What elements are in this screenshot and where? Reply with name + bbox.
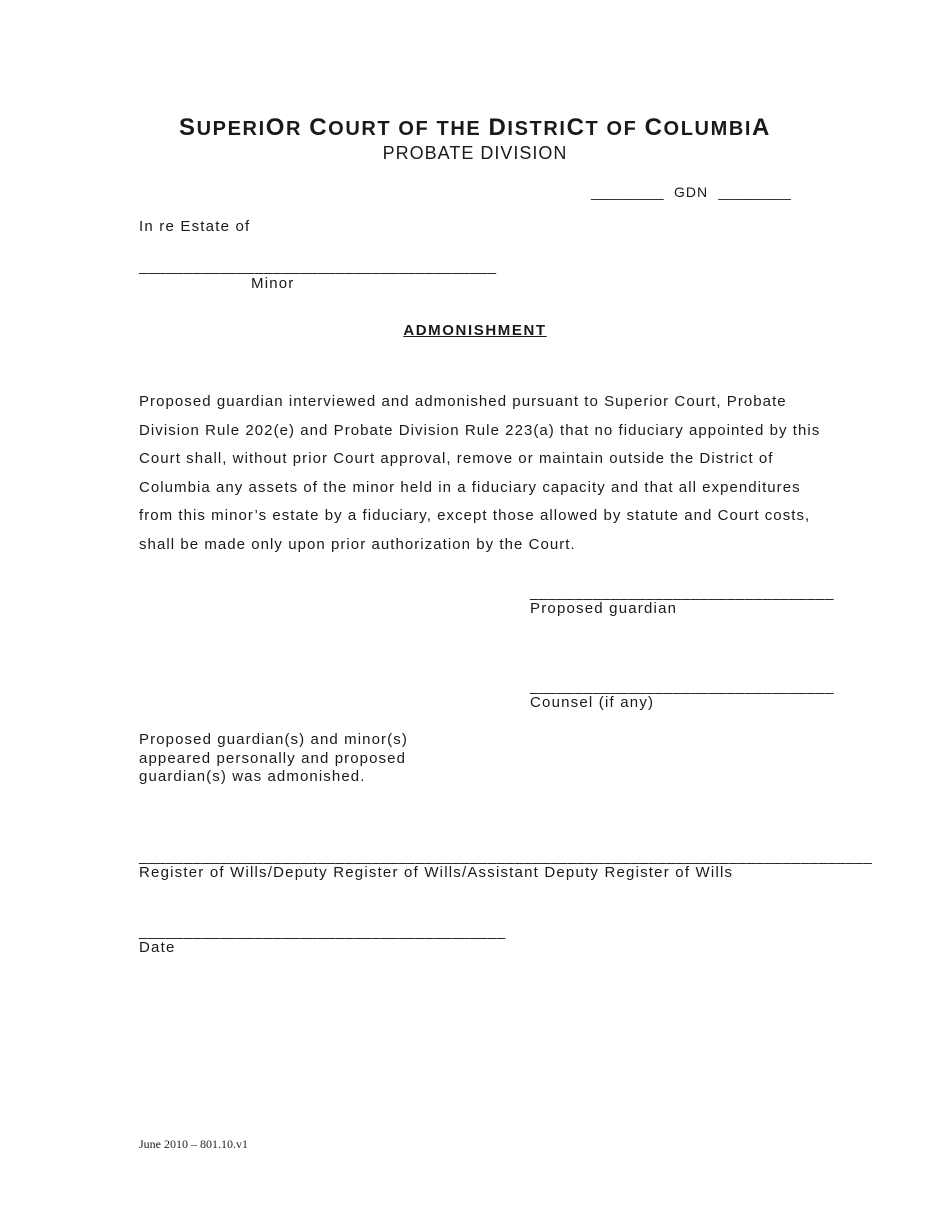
court-name-part: S <box>179 114 197 141</box>
court-name-part: OLUMBI <box>663 118 753 140</box>
estate-name-blank[interactable]: ________________________________________ <box>139 258 497 275</box>
register-signature-line[interactable]: __________________________________________________________________________________ <box>139 848 873 865</box>
estate-label: In re Estate of <box>139 218 251 235</box>
court-name-part: UPERI <box>196 118 266 140</box>
court-name <box>0 114 950 142</box>
guardian-label: Proposed guardian <box>530 600 678 617</box>
court-name-part: C <box>566 114 586 141</box>
counsel-label: Counsel (if any) <box>530 694 655 711</box>
register-label: Register of Wills/Deputy Register of Wills/Assistant Deputy Register of Wills <box>139 864 734 881</box>
date-line[interactable]: _________________________________________ <box>139 923 506 940</box>
court-name-part: C <box>309 114 329 141</box>
court-name-part: C <box>644 114 664 141</box>
case-number <box>591 184 791 200</box>
court-name-part: STRI <box>514 118 567 140</box>
minor-label: Minor <box>251 275 295 292</box>
court-name-part: R <box>286 118 310 140</box>
division-name: PROBATE DIVISION <box>382 143 568 163</box>
case-number-blank-right[interactable]: _________ <box>718 184 792 200</box>
court-name-part: T OF <box>585 118 645 140</box>
counsel-signature-line[interactable]: __________________________________ <box>530 678 835 695</box>
court-name-part: I <box>507 118 515 140</box>
document-title: ADMONISHMENT <box>403 322 547 339</box>
case-number-blank-left[interactable]: _________ <box>591 184 664 200</box>
court-name-part: OURT OF THE <box>328 118 489 140</box>
gdn-label: GDN <box>673 184 709 200</box>
date-label: Date <box>139 939 176 956</box>
admonishment-text: Proposed guardian interviewed and admonished pursuant to Superior Court, Probate Division Rule 202(e) and Probate Division Rule 223(a) that no fiduciary appointed by this Court shall, without prior Court approval, remove or maintain outside the District of Columbia any assets of the minor held in a fiduciary capacity and that all expenditures from this minor’s estate by a fiduciary, except those allowed by statute and Court costs, shall be made only upon prior authorization by the Court. <box>139 393 821 553</box>
court-name-part: D <box>488 114 508 141</box>
court-name-part: A <box>752 114 771 141</box>
court-name-part: O <box>265 114 287 141</box>
guardian-signature-line[interactable]: __________________________________ <box>530 584 835 601</box>
form-version: June 2010 – 801.10.v1 <box>139 1137 248 1151</box>
appearance-note: Proposed guardian(s) and minor(s) appeared personally and proposed guardian(s) was admonished. <box>139 731 408 785</box>
